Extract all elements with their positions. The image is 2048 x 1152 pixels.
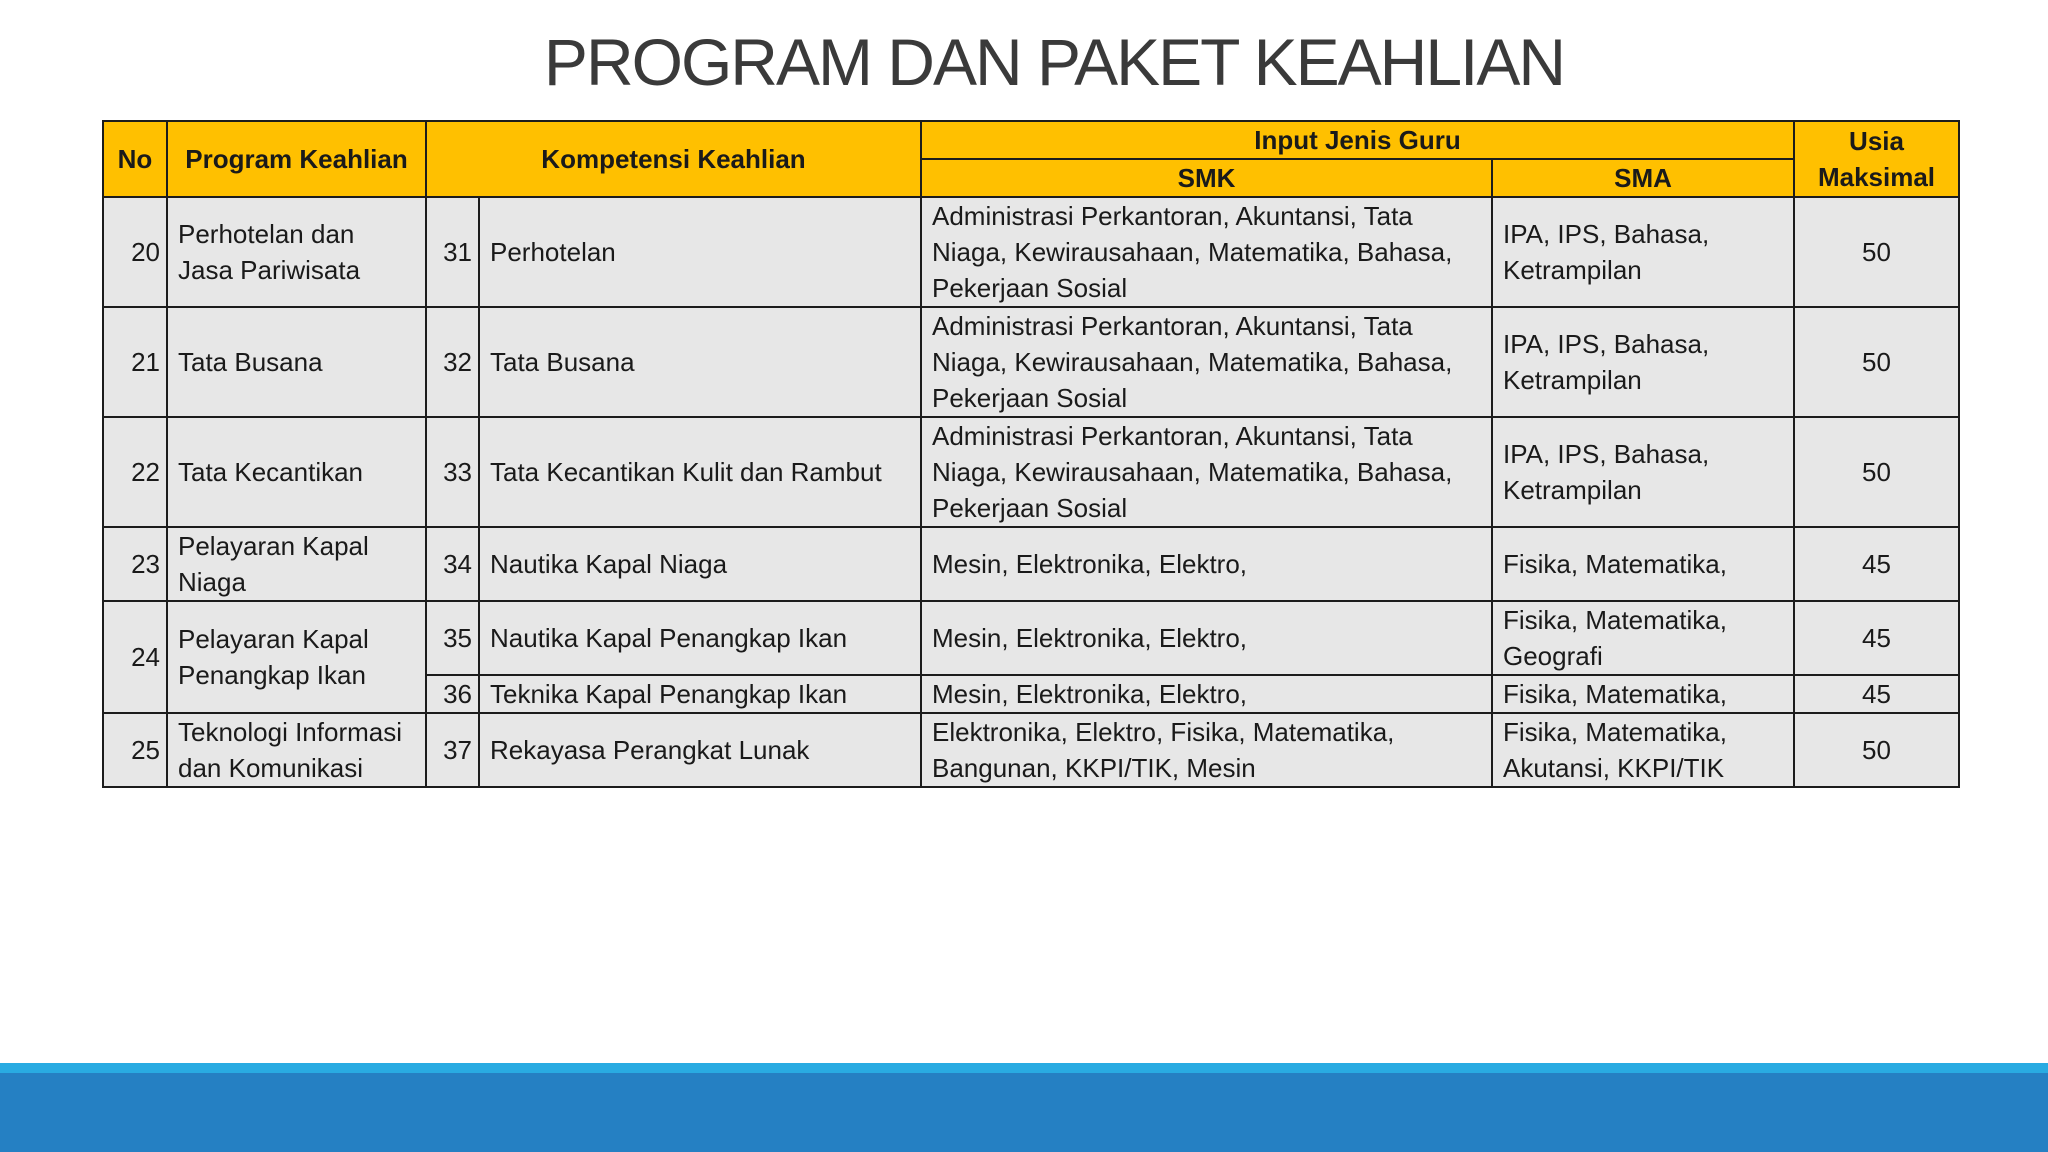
program-name: Pelayaran Kapal Penangkap Ikan <box>167 601 426 713</box>
header-no: No <box>103 121 167 197</box>
max-age: 45 <box>1794 601 1959 675</box>
smk-subjects: Administrasi Perkantoran, Akuntansi, Tata Niaga, Kewirausahaan, Matematika, Bahasa, Pekerjaan Sosial <box>921 417 1492 527</box>
competency-number: 32 <box>426 307 479 417</box>
table-row <box>103 197 1959 307</box>
header-smk: SMK <box>921 159 1492 197</box>
sma-subjects: Fisika, Matematika, Akutansi, KKPI/TIK <box>1492 713 1794 787</box>
header-sma: SMA <box>1492 159 1794 197</box>
competency-name: Nautika Kapal Penangkap Ikan <box>479 601 921 675</box>
footer-accent-line <box>0 1063 2048 1073</box>
header-input-jenis-guru: Input Jenis Guru <box>921 121 1794 159</box>
sma-subjects: IPA, IPS, Bahasa, Ketrampilan <box>1492 417 1794 527</box>
competency-number: 35 <box>426 601 479 675</box>
competency-number: 34 <box>426 527 479 601</box>
smk-subjects: Administrasi Perkantoran, Akuntansi, Tata Niaga, Kewirausahaan, Matematika, Bahasa, Pekerjaan Sosial <box>921 197 1492 307</box>
competency-name: Teknika Kapal Penangkap Ikan <box>479 675 921 713</box>
max-age: 45 <box>1794 675 1959 713</box>
smk-subjects: Mesin, Elektronika, Elektro, <box>921 601 1492 675</box>
program-name: Tata Busana <box>167 307 426 417</box>
sma-subjects: Fisika, Matematika, <box>1492 527 1794 601</box>
max-age: 50 <box>1794 307 1959 417</box>
row-number: 22 <box>103 417 167 527</box>
program-name: Teknologi Informasi dan Komunikasi <box>167 713 426 787</box>
header-program: Program Keahlian <box>167 121 426 197</box>
table-row <box>103 417 1959 527</box>
max-age: 50 <box>1794 197 1959 307</box>
competency-table <box>102 120 1960 788</box>
competency-number: 37 <box>426 713 479 787</box>
competency-name: Rekayasa Perangkat Lunak <box>479 713 921 787</box>
page-title: PROGRAM DAN PAKET KEAHLIAN <box>543 25 1565 99</box>
competency-name: Nautika Kapal Niaga <box>479 527 921 601</box>
table-row <box>103 527 1959 601</box>
program-name: Tata Kecantikan <box>167 417 426 527</box>
program-name: Pelayaran Kapal Niaga <box>167 527 426 601</box>
competency-number: 33 <box>426 417 479 527</box>
competency-name: Perhotelan <box>479 197 921 307</box>
header-kompetensi: Kompetensi Keahlian <box>426 121 921 197</box>
max-age: 45 <box>1794 527 1959 601</box>
sma-subjects: IPA, IPS, Bahasa, Ketrampilan <box>1492 197 1794 307</box>
table-row <box>103 307 1959 417</box>
max-age: 50 <box>1794 713 1959 787</box>
smk-subjects: Mesin, Elektronika, Elektro, <box>921 527 1492 601</box>
sma-subjects: Fisika, Matematika, <box>1492 675 1794 713</box>
table-row <box>103 713 1959 787</box>
max-age: 50 <box>1794 417 1959 527</box>
footer-bar <box>0 1073 2048 1152</box>
smk-subjects: Elektronika, Elektro, Fisika, Matematika, Bangunan, KKPI/TIK, Mesin <box>921 713 1492 787</box>
smk-subjects: Mesin, Elektronika, Elektro, <box>921 675 1492 713</box>
header-usia-maksimal: Usia Maksimal <box>1794 121 1959 197</box>
row-number: 21 <box>103 307 167 417</box>
competency-number: 36 <box>426 675 479 713</box>
sma-subjects: IPA, IPS, Bahasa, Ketrampilan <box>1492 307 1794 417</box>
table-row <box>103 601 1959 675</box>
competency-name: Tata Kecantikan Kulit dan Rambut <box>479 417 921 527</box>
row-number: 23 <box>103 527 167 601</box>
row-number: 25 <box>103 713 167 787</box>
competency-name: Tata Busana <box>479 307 921 417</box>
sma-subjects: Fisika, Matematika, Geografi <box>1492 601 1794 675</box>
competency-number: 31 <box>426 197 479 307</box>
row-number: 20 <box>103 197 167 307</box>
row-number: 24 <box>103 601 167 713</box>
smk-subjects: Administrasi Perkantoran, Akuntansi, Tata Niaga, Kewirausahaan, Matematika, Bahasa, Pekerjaan Sosial <box>921 307 1492 417</box>
program-name: Perhotelan dan Jasa Pariwisata <box>167 197 426 307</box>
